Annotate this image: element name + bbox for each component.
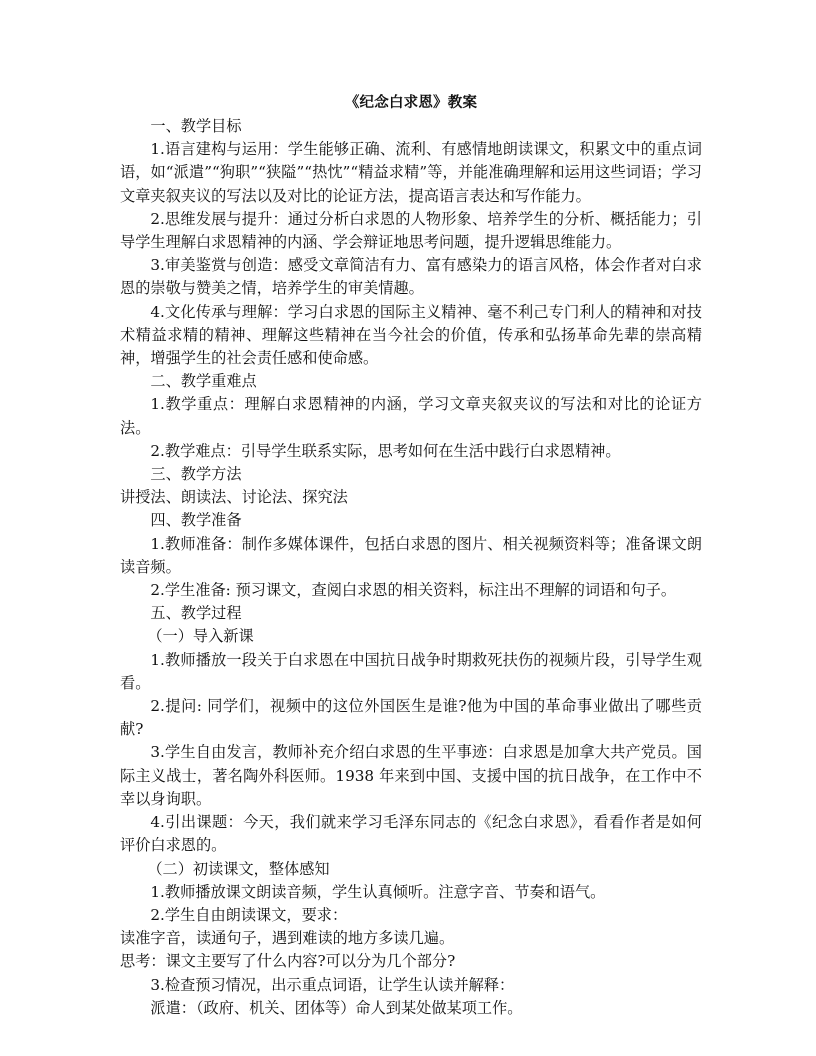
paragraph: 1.教师准备：制作多媒体课件，包括白求恩的图片、相关视频资料等；准备课文朗读音频。 [120, 534, 702, 576]
section-heading: 一、教学目标 [150, 117, 242, 135]
paragraph: 2.教学难点：引导学生联系实际，思考如何在生活中践行白求恩精神。 [150, 441, 621, 460]
document-title: 《纪念白求恩》教案 [344, 94, 478, 111]
document-page [120, 92, 702, 1020]
paragraph: 1.教师播放一段关于白求恩在中国抗日战争时期救死扶伤的视频片段，引导学生观看。 [120, 650, 702, 692]
section-heading: 五、教学过程 [150, 604, 242, 623]
paragraph: 3.学生自由发言，教师补充介绍白求恩的生平事迹：白求恩是加拿大共产党员。国际主义战士，著名陶外科医师。1938 年来到中国、支援中国的抗日战争，在工作中不幸以身询职。 [120, 743, 702, 808]
paragraph: 2.学生准备: 预习课文，查阅白求恩的相关资料，标注出不理解的词语和句子。 [150, 581, 677, 600]
section-heading: 四、教学准备 [150, 511, 242, 530]
subsection-heading: （一）导入新课 [147, 627, 254, 646]
paragraph: 读准字音，读通句子，遇到难读的地方多读几遍。 [120, 929, 455, 948]
paragraph: 4.文化传承与理解：学习白求恩的国际主义精神、毫不利己专门利人的精神和对技术精益求精的精神、理解这些精神在当今社会的价值，传承和弘扬革命先辈的崇高精神，增强学生的社会责任感和使命感。 [120, 302, 702, 368]
document-body [120, 115, 702, 1020]
subsection-heading: （二）初读课文，整体感知 [147, 859, 330, 878]
paragraph: 3.审美鉴赏与创造：感受文章简洁有力、富有感染力的语言风格，体会作者对白求恩的崇敬与赞美之情，培养学生的审美情趣。 [120, 256, 702, 298]
paragraph: 1.教学重点：理解白求恩精神的内涵，学习文章夹叙夹议的写法和对比的论证方法。 [120, 395, 702, 437]
paragraph: 2.学生自由朗读课文，要求： [150, 905, 348, 924]
paragraph: 思考：课文主要写了什么内容?可以分为几个部分? [120, 952, 456, 971]
paragraph: 1.教师播放课文朗读音频，学生认真倾听。注意字音、节奏和语气。 [150, 882, 606, 901]
paragraph: 1.语言建构与运用：学生能够正确、流利、有感情地朗读课文，积累文中的重点词语，如“派遣”“狗职”“狭隘”“热忱”“精益求精”等，并能准确理解和运用这些词语；学习文章夹叙夹议的写法以及对比的论证方法，提高语言表达和写作能力。 [120, 140, 702, 205]
paragraph: 3.检查预习情况，出示重点词语，让学生认读并解释： [150, 975, 515, 994]
paragraph: 2.提问: 同学们，视频中的这位外国医生是谁?他为中国的革命事业做出了哪些贡献? [120, 697, 702, 739]
paragraph: 4.引出课题：今天，我们就来学习毛泽东同志的《纪念白求恩》，看看作者是如何评价白求恩的。 [120, 813, 702, 855]
section-heading: 三、教学方法 [150, 465, 242, 484]
paragraph: 讲授法、朗读法、讨论法、探究法 [120, 488, 348, 507]
paragraph: 2.思维发展与提升：通过分析白求恩的人物形象、培养学生的分析、概括能力；引导学生理解白求恩精神的内涵、学会辩证地思考问题，提升逻辑思维能力。 [120, 209, 702, 252]
paragraph: 派遣：（政府、机关、团体等）命人到某处做某项工作。 [150, 998, 523, 1017]
section-heading: 二、教学重难点 [150, 372, 257, 391]
